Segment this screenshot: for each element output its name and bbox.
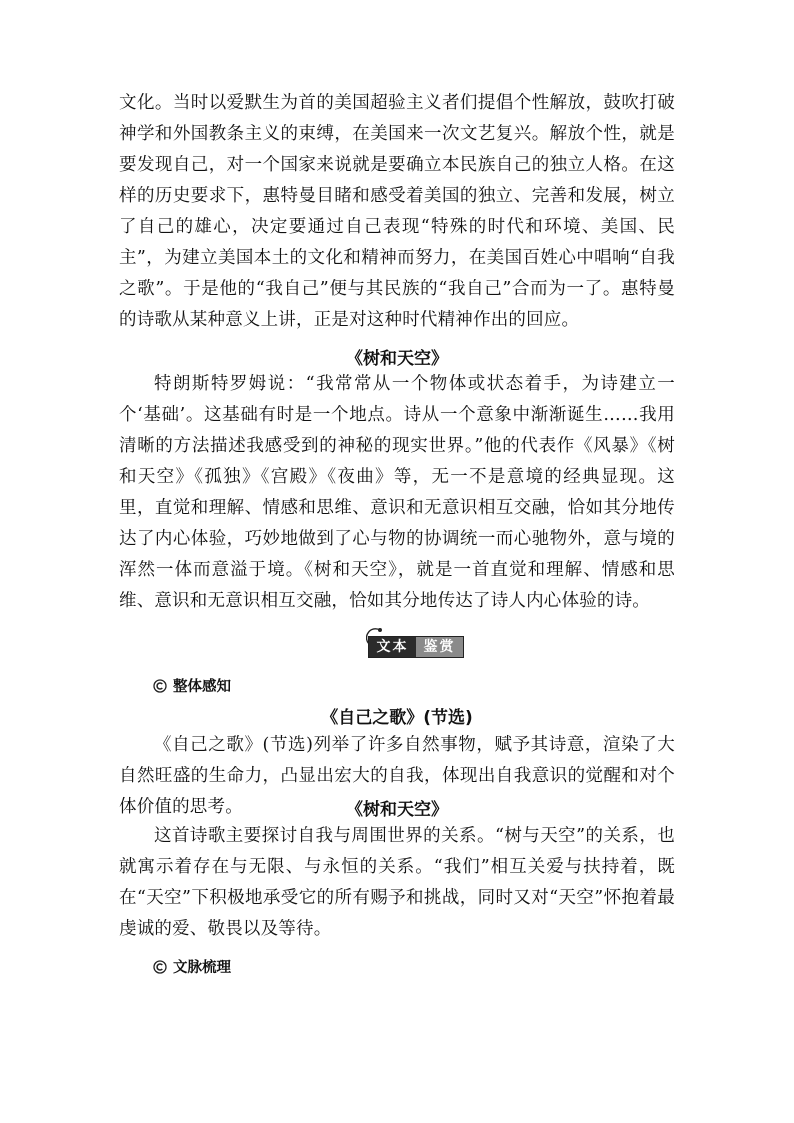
badge-part2: 鉴赏	[416, 637, 463, 657]
intro-block	[119, 88, 675, 336]
badge-bar	[368, 636, 464, 658]
tree-paragraph: 特朗斯特罗姆说：“我常常从一个物体或状态着手，为诗建立一个‘基础’。这基础有时是一个地点。诗从一个意象中渐渐诞生……我用清晰的方法描述我感受到的神秘的现实世界。”他的代表作《风暴》《树和天空》《孤独》《宫殿》《夜曲》等，无一不是意境的经典显现。这里，直觉和理解、情感和思维、意识和无意识相互交融，恰如其分地传达了内心体验，巧妙地做到了心与物的协调统一而心驰物外，意与境的浑然一体而意溢于境。《树和天空》，就是一首直觉和理解、情感和思维、意识和无意识相互交融，恰如其分地传达了诗人内心体验的诗。	[119, 374, 675, 611]
circle-c-icon	[153, 679, 167, 693]
circle-c-icon	[153, 960, 167, 974]
context-label	[153, 956, 231, 977]
tree-analysis-block	[119, 821, 675, 945]
overall-label	[153, 675, 231, 696]
text-appreciation-badge	[360, 626, 464, 660]
song-paragraph: 《自己之歌》(节选)列举了许多自然事物，赋予其诗意，渲染了大自然旺盛的生命力，凸显出宏大的自我，体现出自我意识的觉醒和对个体价值的思考。	[119, 735, 675, 817]
tree-block	[119, 369, 675, 617]
overall-label-text: 整体感知	[173, 679, 231, 695]
context-label-text: 文脉梳理	[173, 960, 231, 976]
tree-heading-2: 《树和天空》	[346, 800, 448, 820]
tree-heading: 《树和天空》	[346, 349, 448, 369]
badge-part1: 文本	[369, 637, 416, 657]
tree-analysis-paragraph: 这首诗歌主要探讨自我与周围世界的关系。“树与天空”的关系，也就寓示着存在与无限、与永恒的关系。“我们”相互关爱与扶持着，既在“天空”下积极地承受它的所有赐予和挑战，同时又对“天空”怀抱着最虔诚的爱、敬畏以及等待。	[119, 826, 675, 939]
intro-paragraph: 文化。当时以爱默生为首的美国超验主义者们提倡个性解放，鼓吹打破神学和外国教条主义的束缚，在美国来一次文艺复兴。解放个性，就是要发现自己，对一个国家来说就是要确立本民族自己的独立人格。在这样的历史要求下，惠特曼目睹和感受着美国的独立、完善和发展，树立了自己的雄心，决定要通过自己表现“特殊的时代和环境、美国、民主”，为建立美国本土的文化和精神而努力，在美国百姓心中唱响“自我之歌”。于是他的“我自己”便与其民族的“我自己”合而为一了。惠特曼的诗歌从某种意义上讲，正是对这种时代精神作出的回应。	[119, 93, 675, 330]
song-heading: 《自己之歌》(节选)	[321, 708, 473, 728]
